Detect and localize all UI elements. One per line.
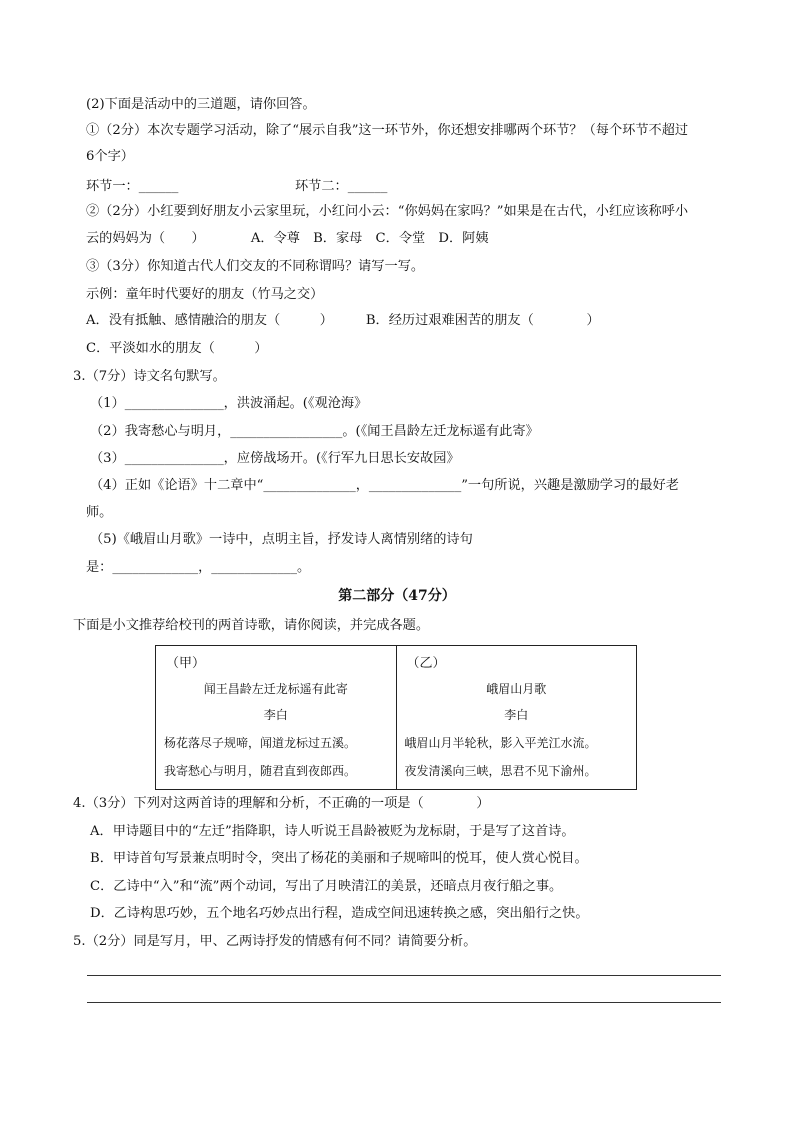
question-3-item-1: （1）_______________，洪波涌起。(《观沧海》 [90, 396, 368, 411]
question-2-3-options-ab: A．没有抵触、感情融洽的朋友（ ） B．经历过艰难困苦的朋友（ ） [86, 313, 600, 328]
part-2-title: 第二部分（47分） [338, 588, 456, 604]
question-5-intro: 5.（2分）同是写月，甲、乙两诗抒发的情感有何不同？请简要分析。 [73, 934, 477, 949]
question-2-2-options: 云的妈妈为（ ） A．令尊 B．家母 C．令堂 D．阿姨 [86, 231, 489, 246]
poem-b-line-1: 峨眉山月半轮秋，影入平羌江水流。 [404, 736, 597, 750]
question-2-1-text-cont: 6个字） [86, 149, 134, 164]
answer-line-1[interactable] [87, 975, 721, 976]
part-2-intro: 下面是小文推荐给校刊的两首诗歌，请你阅读，并完成各题。 [73, 618, 430, 633]
question-3-item-2: （2）我寄愁心与明月，_________________。(《闻王昌龄左迁龙标遥有此寄》 [90, 424, 539, 439]
question-3-item-3: （3）_______________，应傍战场开。(《行军九日思长安故园》 [90, 451, 460, 466]
question-2-intro: (2)下面是活动中的三道题，请你回答。 [86, 97, 316, 112]
poem-b-line-2: 夜发清溪向三峡，思君不见下渝州。 [404, 764, 597, 778]
poem-a-line-1: 杨花落尽子规啼，闻道龙标过五溪。 [164, 736, 357, 750]
poem-a-cell [156, 646, 396, 789]
question-4-option-c: C．乙诗中“入”和“流”两个动词，写出了月映清江的美景，还暗点月夜行船之事。 [90, 879, 563, 894]
answer-line-2[interactable] [87, 1002, 721, 1003]
question-4-option-a: A．甲诗题目中的“左迁”指降职，诗人听说王昌龄被贬为龙标尉，于是写了这首诗。 [90, 824, 575, 839]
question-3-item-4: （4）正如《论语》十二章中“______________，______________”一句所说，兴趣是激励学习的最好老 [90, 478, 679, 493]
question-4-intro: 4.（3分）下列对这两首诗的理解和分析，不正确的一项是（ ） [73, 796, 490, 811]
question-2-3-text: ③（3分）你知道古代人们交友的不同称谓吗？请写一写。 [86, 259, 425, 274]
poem-b-title: 峨眉山月歌 [486, 682, 547, 696]
poem-a-author: 李白 [263, 708, 288, 722]
poem-b-mark: （乙） [406, 656, 446, 671]
question-2-2-text: ②（2分）小红要到好朋友小云家里玩，小红问小云：“你妈妈在家吗？”如果是在古代，小红应该称呼小 [86, 204, 689, 219]
question-3-item-5: （5)《峨眉山月歌》一诗中，点明主旨，抒发诗人离情别绪的诗句 [90, 532, 473, 547]
question-3-item-4-cont: 师。 [86, 505, 113, 520]
poem-b-author: 李白 [504, 708, 529, 722]
poem-a-title: 闻王昌龄左迁龙标遥有此寄 [203, 682, 348, 696]
poem-b-cell [396, 646, 637, 789]
poem-a-mark: （甲） [166, 656, 206, 671]
answer-slot-step-2: 环节二：______ [295, 179, 388, 194]
question-4-option-b: B．甲诗首句写景兼点明时令，突出了杨花的美丽和子规啼叫的悦耳，使人赏心悦目。 [90, 851, 588, 866]
poem-a-line-2: 我寄愁心与明月，随君直到夜郎西。 [164, 764, 357, 778]
question-3-item-5-cont: 是：_____________，_____________。 [86, 560, 311, 575]
question-3-intro: 3.（7分）诗文名句默写。 [73, 369, 226, 384]
answer-slot-step-1: 环节一：______ [86, 179, 179, 194]
question-2-3-option-c: C．平淡如水的朋友（ ） [86, 341, 268, 356]
question-4-option-d: D．乙诗构思巧妙，五个地名巧妙点出行程，造成空间迅速转换之感，突出船行之快。 [90, 906, 589, 921]
question-2-1-text: ①（2分）本次专题学习活动，除了“展示自我”这一环节外，你还想安排哪两个环节？（每个环节不超过 [86, 123, 689, 138]
poem-table [155, 645, 637, 790]
question-2-3-example: 示例：童年时代要好的朋友（竹马之交） [86, 287, 324, 302]
